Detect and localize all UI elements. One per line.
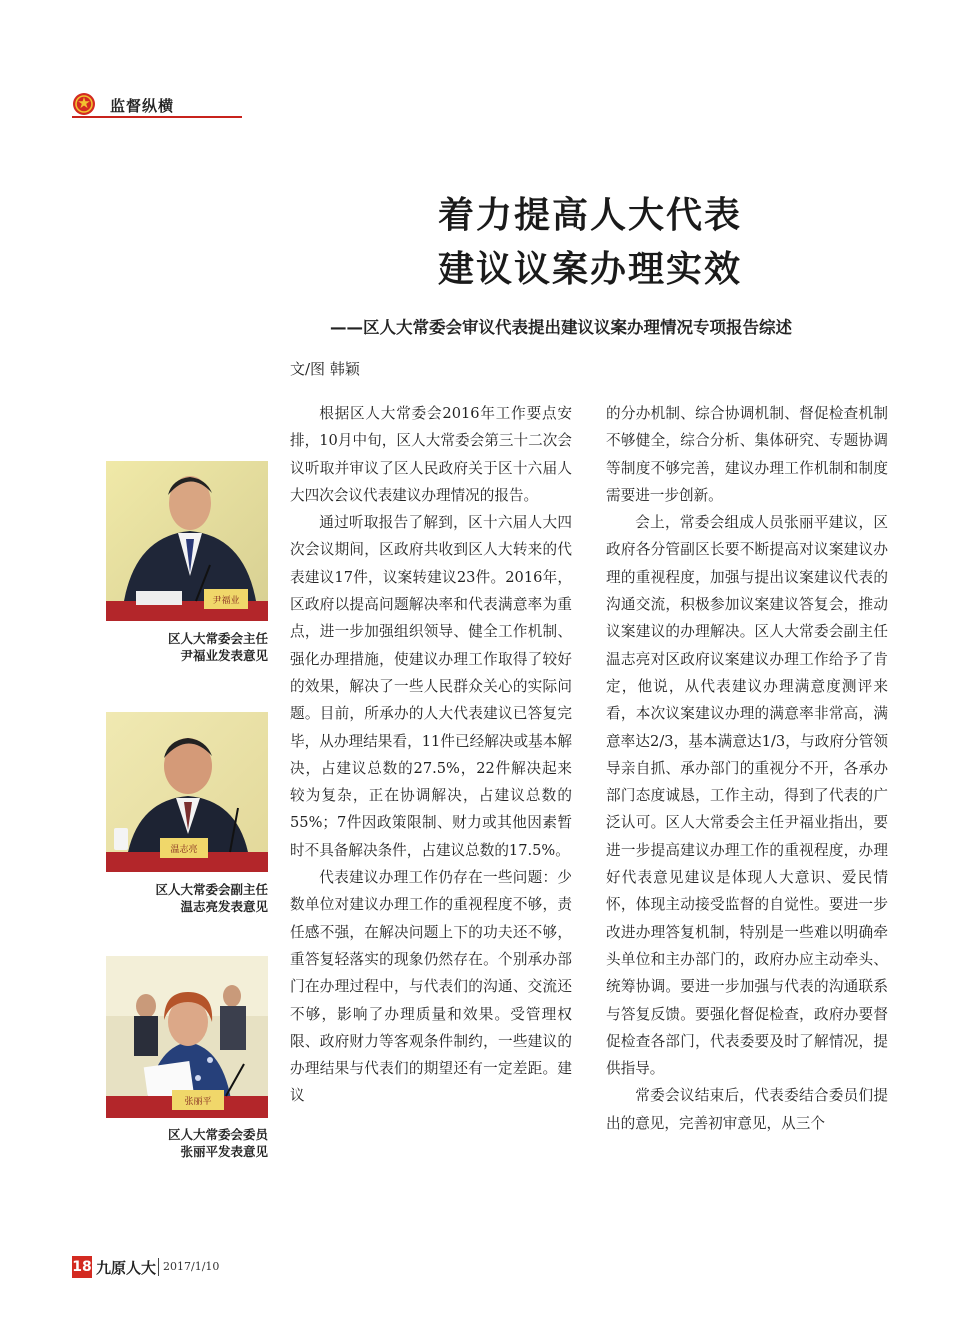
section-label: 监督纵横 bbox=[110, 97, 175, 115]
section-header bbox=[72, 92, 242, 118]
paragraph: 代表建议办理工作仍存在一些问题：少数单位对建议办理工作的重视程度不够，责任感不强，在解决问题上下的功夫还不够，重答复轻落实的现象仍然存在。个别承办部门在办理过程中，与代表们的沟通、交流还不够，影响了办理质量和效果。受管理权限、政府财力等客观条件制约，一些建议的办理结果与代表们的期望还有一定差距。建议 bbox=[290, 869, 572, 1105]
caption-1-line1: 区人大常委会主任 bbox=[167, 631, 268, 646]
photo-speaker-3 bbox=[106, 956, 268, 1118]
nameplate-2: 温志亮 bbox=[170, 845, 198, 855]
section-divider bbox=[72, 116, 242, 118]
caption-3-line2: 张丽平发表意见 bbox=[180, 1144, 268, 1159]
page-number: 18 bbox=[72, 1256, 92, 1278]
article-title-line1: 着力提高人大代表 bbox=[437, 194, 742, 236]
photo-caption-1 bbox=[106, 630, 268, 664]
paragraph: 根据区人大常委会2016年工作要点安排，10月中旬，区人大常委会第三十二次会议听取并审议了区人民政府关于区十六届人大四次会议代表建议办理情况的报告。 bbox=[290, 405, 572, 504]
paragraph-continued: 的分办机制、综合协调机制、督促检查机制不够健全，综合分析、集体研究、专题协调等制度不够完善，建议办理工作机制和制度需要进一步创新。 bbox=[606, 405, 888, 504]
national-emblem-icon bbox=[72, 92, 96, 116]
article-title-line2: 建议议案办理实效 bbox=[437, 248, 742, 290]
paragraph: 会上，常委会组成人员张丽平建议，区政府各分管副区长要不断提高对议案建议办理的重视程度，加强与提出议案建议代表的沟通交流，积极参加议案建议答复会，推动议案建议的办理解决。区人大常委会副主任温志亮对区政府议案建议办理工作给予了肯定，他说，从代表建议办理满意度测评来看，本次议案建议办理的满意率非常高，满意率达2/3，基本满意达1/3，与政府分管领导亲自抓、承办部门的重视分不开，各承办部门态度诚恳，工作主动，得到了代表的广泛认可。区人大常委会主任尹福业指出，要进一步提高建议办理工作的重视程度，办理好代表意见建议是体现人大意识、爱民情怀，体现主动接受监督的自觉性。要进一步改进办理答复机制，特别是一些难以明确牵头单位和主办部门的，政府办应主动牵头、统筹协调。要进一步加强与代表的沟通联系与答复反馈。要强化督促检查，政府办要督促检查各部门，代表委要及时了解情况，提供指导。 bbox=[606, 514, 888, 1078]
photo-caption-3 bbox=[106, 1126, 268, 1160]
paragraph: 通过听取报告了解到，区十六届人大四次会议期间，区政府共收到区人大转来的代表建议17件，议案转建议23件。2016年，区政府以提高问题解决率和代表满意率为重点，进一步加强组织领导、健全工作机制、强化办理措施，使建议办理工作取得了较好的效果，解决了一些人民群众关心的实际问题。目前，所承办的人大代表建议已答复完毕，从办理结果看，11件已经解决或基本解决，占建议总数的27.5%，22件解决起来较为复杂，正在协调解决，占建议总数的55%；7件因政策限制、财力或其他因素暂时不具备解决条件，占建议总数的17.5%。 bbox=[290, 514, 572, 859]
nameplate-1: 尹福业 bbox=[212, 596, 240, 606]
byline: 文/图 韩颖 bbox=[290, 360, 360, 378]
nameplate-3: 张丽平 bbox=[184, 1097, 212, 1107]
footer-divider bbox=[158, 1258, 159, 1276]
caption-3-line1: 区人大常委会委员 bbox=[167, 1127, 268, 1142]
photo-caption-2 bbox=[106, 881, 268, 915]
body-column-2 bbox=[606, 400, 888, 1137]
photo-speaker-1 bbox=[106, 461, 268, 621]
photo-speaker-2 bbox=[106, 712, 268, 872]
article-subtitle: ——区人大常委会审议代表提出建议议案办理情况专项报告综述 bbox=[330, 318, 792, 337]
caption-1-line2: 尹福业发表意见 bbox=[180, 648, 268, 663]
paragraph: 常委会议结束后，代表委结合委员们提出的意见，完善初审意见，从三个 bbox=[606, 1087, 888, 1132]
body-column-1 bbox=[290, 400, 572, 1110]
issue-date: 2017/1/10 bbox=[163, 1260, 220, 1273]
caption-2-line2: 温志亮发表意见 bbox=[180, 899, 268, 914]
caption-2-line1: 区人大常委会副主任 bbox=[155, 882, 268, 897]
magazine-name: 九原人大 bbox=[96, 1259, 157, 1277]
